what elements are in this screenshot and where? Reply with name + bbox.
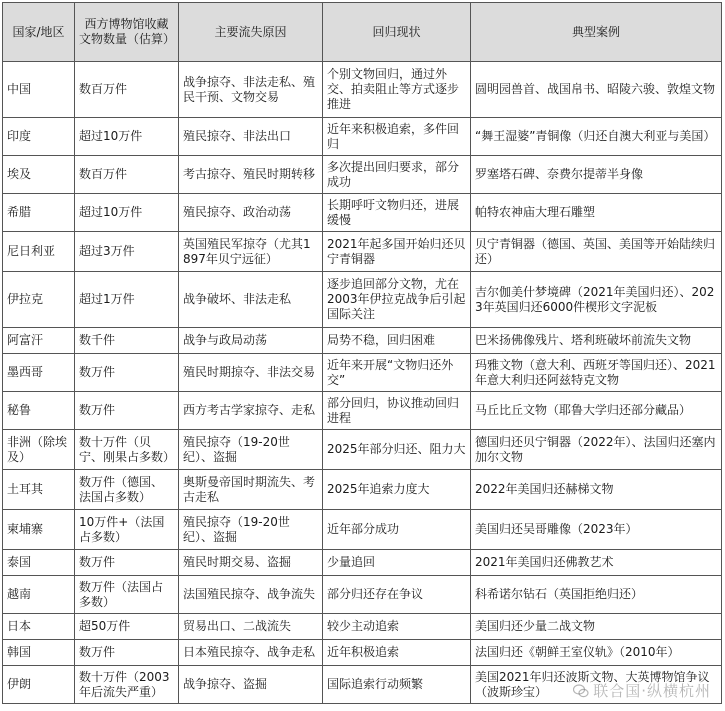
cell-quantity: 数十万件（2003年后流失严重） (75, 666, 179, 704)
cell-status: 近年来积极追索，多件回归 (323, 118, 471, 156)
table-row (3, 232, 722, 272)
cell-status: 少量追回 (323, 550, 471, 576)
header-status: 回归现状 (323, 3, 471, 62)
cell-quantity: 数万件 (75, 640, 179, 666)
cell-country: 秘鲁 (3, 392, 75, 430)
cell-example: 圆明园兽首、战国帛书、昭陵六骏、敦煌文物 (471, 62, 722, 118)
cell-country: 中国 (3, 62, 75, 118)
table-row (3, 640, 722, 666)
cell-quantity: 超过3万件 (75, 232, 179, 272)
cell-reason: 贸易出口、二战流失 (179, 614, 323, 640)
cell-example: 罗塞塔石碑、奈费尔提蒂半身像 (471, 156, 722, 194)
cell-reason: 战争掠夺、盗掘 (179, 666, 323, 704)
cell-reason: 殖民时期掠夺、非法交易 (179, 354, 323, 392)
table-row (3, 392, 722, 430)
repatriation-table (2, 2, 722, 704)
cell-example: 玛雅文物（意大利、西班牙等国归还）、2021年意大利归还阿兹特克文物 (471, 354, 722, 392)
cell-reason: 西方考古学家掠夺、走私 (179, 392, 323, 430)
cell-quantity: 数万件（法国占多数） (75, 576, 179, 614)
cell-example: 美国归还少量二战文物 (471, 614, 722, 640)
table-row (3, 576, 722, 614)
cell-example: 美国归还吴哥雕像（2023年） (471, 510, 722, 550)
cell-status: 多次提出回归要求，部分成功 (323, 156, 471, 194)
header-reason: 主要流失原因 (179, 3, 323, 62)
cell-quantity: 数万件（德国、法国占多数） (75, 470, 179, 510)
cell-example: 吉尔伽美什梦境碑（2021年美国归还）、2023年英国归还6000件楔形文字泥板 (471, 272, 722, 328)
cell-country: 希腊 (3, 194, 75, 232)
cell-example: 巴米扬佛像残片、塔利班破坏前流失文物 (471, 328, 722, 354)
cell-quantity: 超过1万件 (75, 272, 179, 328)
table-row (3, 470, 722, 510)
cell-status: 逐步追回部分文物，尤在2003年伊拉克战争后引起国际关注 (323, 272, 471, 328)
table-row (3, 156, 722, 194)
table-row (3, 272, 722, 328)
cell-example: “舞王湿婆”青铜像（归还自澳大利亚与美国） (471, 118, 722, 156)
cell-reason: 英国殖民军掠夺（尤其1897年贝宁远征） (179, 232, 323, 272)
table-row (3, 62, 722, 118)
cell-status: 国际追索行动频繁 (323, 666, 471, 704)
cell-status: 近年部分成功 (323, 510, 471, 550)
cell-status: 部分回归，协议推动回归进程 (323, 392, 471, 430)
table-row (3, 194, 722, 232)
table-row (3, 328, 722, 354)
cell-country: 墨西哥 (3, 354, 75, 392)
cell-status: 近年来开展“文物归还外交” (323, 354, 471, 392)
table-row (3, 550, 722, 576)
cell-quantity: 数万件 (75, 354, 179, 392)
table-row (3, 118, 722, 156)
cell-quantity: 数万件 (75, 550, 179, 576)
cell-quantity: 数十万件（贝宁、刚果占多数） (75, 430, 179, 470)
cell-country: 非洲（除埃及） (3, 430, 75, 470)
cell-example: 德国归还贝宁铜器（2022年）、法国归还塞内加尔文物 (471, 430, 722, 470)
cell-country: 埃及 (3, 156, 75, 194)
table-row (3, 510, 722, 550)
cell-example: 美国2021年归还波斯文物、大英博物馆争议（波斯珍宝） (471, 666, 722, 704)
cell-reason: 战争掠夺、非法走私、殖民干预、文物交易 (179, 62, 323, 118)
cell-example: 科希诺尔钻石（英国拒绝归还） (471, 576, 722, 614)
cell-country: 泰国 (3, 550, 75, 576)
table-row (3, 354, 722, 392)
cell-reason: 殖民掠夺、政治动荡 (179, 194, 323, 232)
cell-example: 帕特农神庙大理石雕塑 (471, 194, 722, 232)
table-row (3, 430, 722, 470)
cell-quantity: 数千件 (75, 328, 179, 354)
cell-status: 较少主动追索 (323, 614, 471, 640)
cell-status: 长期呼吁文物归还，进展缓慢 (323, 194, 471, 232)
cell-reason: 殖民掠夺（19-20世纪）、盗掘 (179, 430, 323, 470)
cell-country: 尼日利亚 (3, 232, 75, 272)
cell-status: 个别文物回归，通过外交、拍卖阻止等方式逐步推进 (323, 62, 471, 118)
cell-quantity: 数百万件 (75, 62, 179, 118)
header-country: 国家/地区 (3, 3, 75, 62)
cell-reason: 考古掠夺、殖民时期转移 (179, 156, 323, 194)
cell-country: 越南 (3, 576, 75, 614)
cell-reason: 奥斯曼帝国时期流失、考古走私 (179, 470, 323, 510)
cell-country: 土耳其 (3, 470, 75, 510)
cell-quantity: 10万件+（法国占多数） (75, 510, 179, 550)
cell-status: 2025年追索力度大 (323, 470, 471, 510)
cell-quantity: 超过10万件 (75, 194, 179, 232)
cell-reason: 战争与政局动荡 (179, 328, 323, 354)
table-row (3, 614, 722, 640)
cell-example: 2022年美国归还赫梯文物 (471, 470, 722, 510)
cell-status: 2021年起多国开始归还贝宁青铜器 (323, 232, 471, 272)
cell-status: 近年积极追索 (323, 640, 471, 666)
cell-country: 伊拉克 (3, 272, 75, 328)
cell-quantity: 数百万件 (75, 156, 179, 194)
cell-country: 日本 (3, 614, 75, 640)
header-quantity: 西方博物馆收藏文物数量（估算） (75, 3, 179, 62)
cell-status: 2025年部分归还、阻力大 (323, 430, 471, 470)
cell-quantity: 超50万件 (75, 614, 179, 640)
header-row (3, 3, 722, 62)
cell-status: 局势不稳，回归困难 (323, 328, 471, 354)
cell-reason: 法国殖民掠夺、战争流失 (179, 576, 323, 614)
cell-country: 印度 (3, 118, 75, 156)
cell-example: 法国归还《朝鲜王室仪轨》（2010年） (471, 640, 722, 666)
cell-country: 伊朗 (3, 666, 75, 704)
cell-quantity: 数万件 (75, 392, 179, 430)
cell-example: 马丘比丘文物（耶鲁大学归还部分藏品） (471, 392, 722, 430)
cell-reason: 战争破坏、非法走私 (179, 272, 323, 328)
cell-example: 贝宁青铜器（德国、英国、美国等开始陆续归还） (471, 232, 722, 272)
cell-example: 2021年美国归还佛教艺术 (471, 550, 722, 576)
cell-quantity: 超过10万件 (75, 118, 179, 156)
cell-reason: 日本殖民掠夺、战争走私 (179, 640, 323, 666)
cell-country: 阿富汗 (3, 328, 75, 354)
watermark (573, 680, 711, 701)
cell-status: 部分归还存在争议 (323, 576, 471, 614)
cell-reason: 殖民掠夺、非法出口 (179, 118, 323, 156)
cell-country: 柬埔寨 (3, 510, 75, 550)
cell-reason: 殖民掠夺（19-20世纪）、盗掘 (179, 510, 323, 550)
cell-reason: 殖民时期交易、盗掘 (179, 550, 323, 576)
cell-country: 韩国 (3, 640, 75, 666)
wechat-icon (573, 684, 589, 698)
watermark-text: 联合国·纵横杭州 (593, 682, 711, 700)
header-example: 典型案例 (471, 3, 722, 62)
